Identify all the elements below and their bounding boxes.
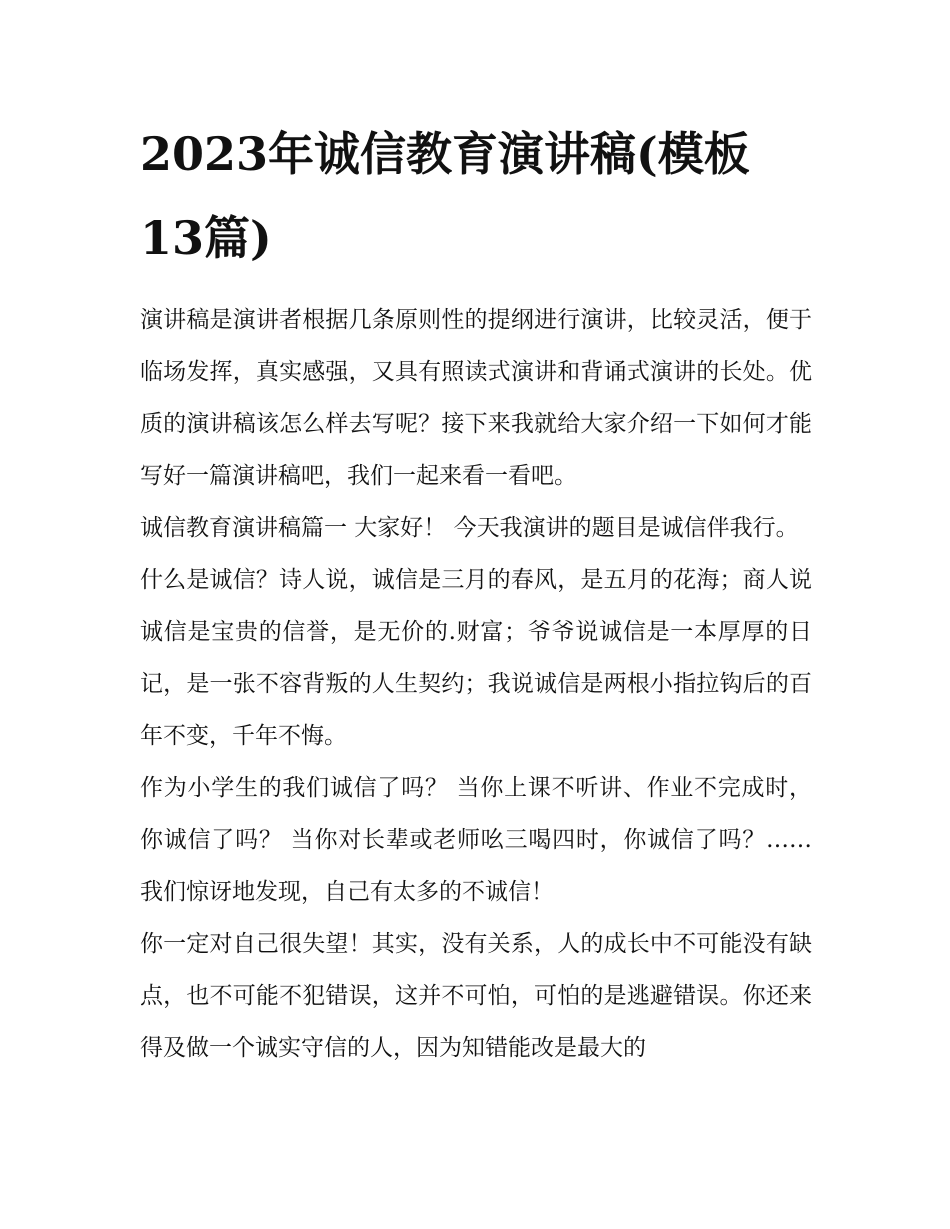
- document-title: 2023年诚信教育演讲稿(模板13篇): [140, 127, 750, 265]
- paragraph-disappointed: 你一定对自己很失望！其实，没有关系，人的成长中不可能没有缺点，也不可能不犯错误，这并不可怕，可怕的是逃避错误。你还来得及做一个诚实守信的人，因为知错能改是最大的: [140, 931, 812, 1061]
- paragraph-speech-opening: 诚信教育演讲稿篇一 大家好！ 今天我演讲的题目是诚信伴我行。: [140, 515, 799, 541]
- paragraph-are-we-honest: 作为小学生的我们诚信了吗？ 当你上课不听讲、作业不完成时，你诚信了吗？ 当你对长辈或老师吆三喝四时，你诚信了吗？……我们惊讶地发现，自己有太多的不诚信！: [140, 775, 812, 905]
- paragraph-what-is-honesty: 什么是诚信？诗人说，诚信是三月的春风，是五月的花海；商人说诚信是宝贵的信誉，是无价的.财富；爷爷说诚信是一本厚厚的日记，是一张不容背叛的人生契约；我说诚信是两根小指拉钩后的百年不变，千年不悔。: [140, 567, 812, 749]
- document-page: [140, 112, 812, 1074]
- paragraph-intro: 演讲稿是演讲者根据几条原则性的提纲进行演讲，比较灵活，便于临场发挥，真实感强，又具有照读式演讲和背诵式演讲的长处。优质的演讲稿该怎么样去写呢？接下来我就给大家介绍一下如何才能写好一篇演讲稿吧，我们一起来看一看吧。: [140, 307, 812, 489]
